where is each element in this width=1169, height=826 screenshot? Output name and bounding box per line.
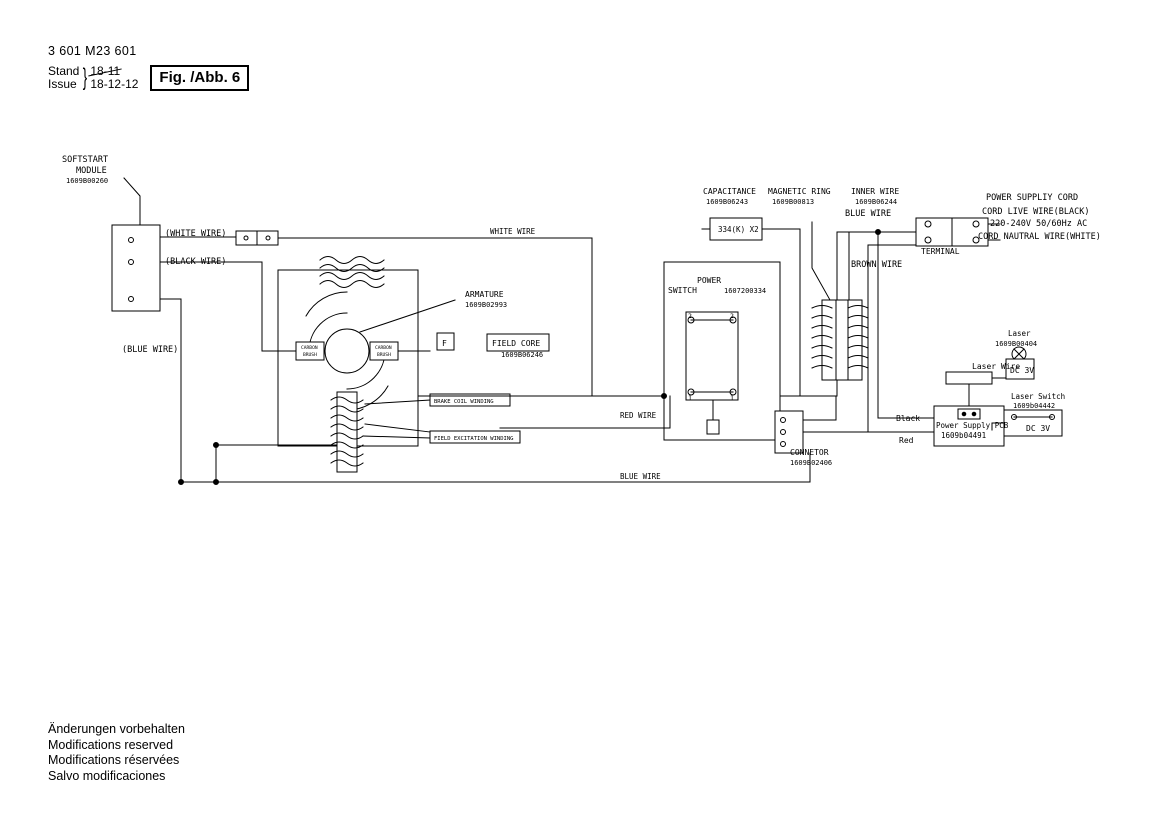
label-magnetic-ring-pn: 1609B00813 [772, 198, 815, 206]
label-switch-pin-1a: 1 [688, 394, 692, 402]
label-blue-wire: BLUE WIRE [620, 472, 661, 481]
label-connetor: CONNETOR [790, 448, 829, 457]
label-cord-neutral: CORD NAUTRAL WIRE(WHITE) [978, 232, 1101, 242]
label-carbon-brush-right-2: BRUSH [377, 353, 391, 358]
label-softstart-pn: 1609B00260 [66, 177, 109, 185]
footer-line-de: Änderungen vorbehalten [48, 722, 185, 736]
label-armature: ARMATURE [465, 290, 504, 299]
footer-line-fr: Modifications réservées [48, 753, 180, 767]
armature-circle [325, 329, 369, 373]
label-laser-switch-pn: 1609b04442 [1013, 402, 1056, 410]
label-capacitance-pn: 1609B06243 [706, 198, 749, 206]
label-magnetic-ring: MAGNETIC RING [768, 187, 831, 196]
label-red-wire: RED WIRE [620, 411, 657, 420]
label-brown-wire: BROWN WIRE [851, 260, 903, 270]
label-field-core: FIELD CORE [492, 339, 541, 348]
label-cord-voltage: 220-240V 50/60Hz AC [990, 219, 1088, 229]
label-power-supply-pcb: Power Supply PCB [936, 421, 1009, 430]
label-power-switch-pn: 1607200334 [724, 287, 767, 295]
label-black-wire-paren: (BLACK WIRE) [165, 257, 227, 267]
label-power-supply-pcb-pn: 1609b04491 [941, 431, 987, 440]
label-switch-pin-1b: 1 [730, 394, 734, 402]
field-winding-top [320, 257, 384, 288]
switch-contacts [686, 312, 738, 400]
label-laser: Laser [1008, 329, 1031, 338]
label-white-wire: WHITE WIRE [490, 227, 536, 236]
softstart-module-box [112, 225, 160, 311]
label-white-wire-paren: (WHITE WIRE) [165, 229, 227, 239]
label-field-excitation-winding: FIELD EXCITATION WINDING [434, 436, 514, 442]
label-softstart-2: MODULE [76, 166, 107, 176]
label-laser-pn: 1609B00404 [995, 340, 1038, 348]
label-capacitance: CAPACITANCE [703, 187, 756, 196]
label-laser-dc: DC 3V [1010, 366, 1035, 375]
date-superseded: 18-11 [90, 64, 121, 78]
footer-line-es: Salvo modificaciones [48, 768, 166, 783]
label-laser-switch-dc: DC 3V [1026, 424, 1051, 433]
label-blue-wire-right: BLUE WIRE [845, 209, 892, 219]
figure-badge: Fig. /Abb. 6 [150, 65, 249, 91]
label-cord-live: CORD LIVE WIRE(BLACK) [982, 207, 1090, 217]
label-carbon-brush-left-1: CARBON [301, 346, 318, 351]
label-laser-wire: Laser Wire [972, 362, 1021, 371]
label-brake-coil-winding: BRAKE COIL WINDING [434, 399, 494, 405]
label-cap-value: 334(K) X2 [718, 225, 759, 234]
label-inner-wire: INNER WIRE [851, 187, 900, 196]
label-switch-pin-2b: 2 [730, 312, 734, 320]
stand-label: Stand [48, 64, 80, 78]
label-terminal: TERMINAL [921, 247, 960, 256]
label-red: Red [899, 436, 914, 445]
label-carbon-brush-left-2: BRUSH [303, 353, 317, 358]
document-number: 3 601 M23 601 [48, 44, 137, 58]
label-carbon-brush-right-1: CARBON [375, 346, 392, 351]
connector-box [775, 411, 803, 453]
label-blue-wire-paren: (BLUE WIRE) [122, 345, 179, 355]
date-current: 18-12-12 [90, 77, 139, 91]
footer-disclaimer [48, 722, 185, 784]
label-switch-pin-2a: 2 [688, 312, 692, 320]
label-armature-pn: 1609B02993 [465, 301, 508, 309]
footer-line-en: Modifications reserved [48, 737, 174, 752]
label-f: F [442, 339, 447, 348]
label-connetor-pn: 1609B02406 [790, 459, 833, 467]
label-laser-switch: Laser Switch [1011, 392, 1066, 401]
label-inner-wire-pn: 1609B06244 [855, 198, 898, 206]
inner-wire-core [822, 300, 862, 380]
issue-label: Issue [48, 77, 77, 91]
label-black: Black [896, 414, 921, 423]
label-power-switch-2: SWITCH [668, 286, 697, 295]
label-softstart-1: SOFTSTART [62, 155, 109, 165]
label-field-core-pn: 1609B06246 [501, 351, 544, 359]
schematic-labels [62, 155, 1101, 481]
label-power-switch-1: POWER [697, 276, 722, 285]
label-power-supply-cord: POWER SUPPLIY CORD [986, 193, 1079, 203]
brace-glyph: } [83, 64, 88, 91]
